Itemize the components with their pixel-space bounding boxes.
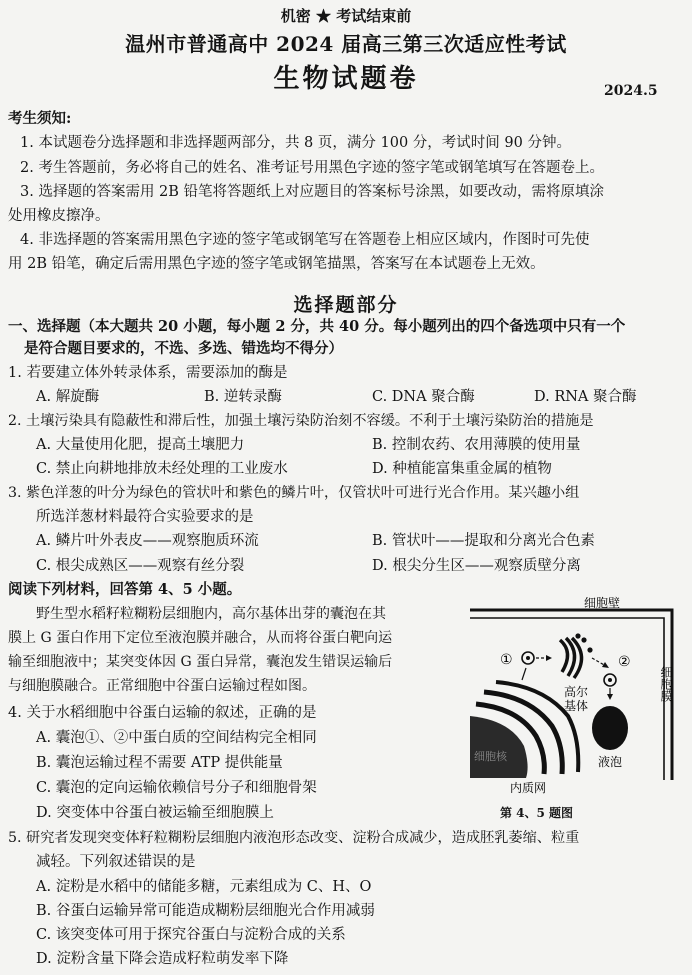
cell-membrane-label-1: 细胞膜 xyxy=(659,666,673,702)
exam-title: 温州市普通高中 2024 届高三第三次适应性考试 xyxy=(125,32,567,56)
question-1-stem: 1. 若要建立体外转录体系，需要添加的酶是 xyxy=(8,365,288,381)
q1-option-d: D. RNA 聚合酶 xyxy=(534,389,637,405)
arrowhead xyxy=(602,662,609,668)
notice-line: 2. 考生答题前，务必将自己的姓名、准考证号用黑色字迹的签字笔或钢笔填写在答题卷上。 xyxy=(20,160,604,176)
q1-option-c: C. DNA 聚合酶 xyxy=(372,389,475,405)
reading-line: 膜上 G 蛋白作用下定位至液泡膜并融合，从而将谷蛋白靶向运 xyxy=(8,630,393,646)
notice-heading: 考生须知: xyxy=(8,110,72,127)
q3-option-d: D. 根尖分生区——观察质壁分离 xyxy=(372,558,581,574)
q1-option-a: A. 解旋酶 xyxy=(36,389,100,405)
golgi-vesicle xyxy=(587,647,592,652)
question-2-stem: 2. 土壤污染具有隐蔽性和滞后性，加强土壤污染防治刻不容缓。不利于土壤污染防治的措施是 xyxy=(8,413,594,429)
notice-line: 3. 选择题的答案需用 2B 铅笔将答题纸上对应题目的答案标号涂黑，如要改动，需将原填涂 xyxy=(20,184,605,200)
q5-option-c: C. 该突变体可用于探究谷蛋白与淀粉合成的关系 xyxy=(36,927,346,943)
vacuole-shape xyxy=(592,706,628,750)
notice-line: 用 2B 铅笔，确定后需用黑色字迹的签字笔或钢笔描黑，答案写在本试题卷上无效。 xyxy=(8,256,545,272)
q4-option-c: C. 囊泡的定向运输依赖信号分子和细胞骨架 xyxy=(36,780,317,796)
q2-option-d: D. 种植能富集重金属的植物 xyxy=(372,461,552,477)
question-5-stem-cont: 减轻。下列叙述错误的是 xyxy=(36,854,196,870)
reading-line: 野生型水稻籽粒糊粉层细胞内，高尔基体出芽的囊泡在其 xyxy=(36,606,386,622)
arrowhead xyxy=(607,694,613,700)
question-4-stem: 4. 关于水稻细胞中谷蛋白运输的叙述，正确的是 xyxy=(8,705,317,721)
q2-option-a: A. 大量使用化肥，提高土壤肥力 xyxy=(36,437,245,453)
er-label: 内质网 xyxy=(510,781,547,795)
golgi-label-2: 基体 xyxy=(564,699,589,713)
q3-option-a: A. 鳞片叶外表皮——观察胞质环流 xyxy=(36,533,259,549)
notice-line: 处用橡皮擦净。 xyxy=(8,208,110,224)
q2-option-b: B. 控制农药、农用薄膜的使用量 xyxy=(372,437,581,453)
arrowhead xyxy=(546,655,552,661)
vacuole-label: 液泡 xyxy=(598,755,623,769)
vesicle-2-marker: ② xyxy=(618,654,631,670)
q4-option-a: A. 囊泡①、②中蛋白质的空间结构完全相同 xyxy=(36,730,317,746)
q5-option-a: A. 淀粉是水稻中的储能多糖，元素组成为 C、H、O xyxy=(36,879,372,895)
golgi-cisterna xyxy=(560,640,568,672)
golgi-label-1: 高尔 xyxy=(564,685,589,699)
q1-option-b: B. 逆转录酶 xyxy=(204,389,282,405)
question-5-stem: 5. 研究者发现突变体籽粒糊粉层细胞内液泡形态改变、淀粉合成减少，造成胚乳萎缩、粒重 xyxy=(8,830,580,846)
question-3-stem-cont: 所选洋葱材料最符合实验要求的是 xyxy=(36,509,254,525)
q4-option-b: B. 囊泡运输过程不需要 ATP 提供能量 xyxy=(36,755,283,771)
cell-wall-label: 细胞壁 xyxy=(584,596,621,610)
confidential-mark: 机密 ★ 考试结束前 xyxy=(280,7,412,25)
vesicle-2-cargo xyxy=(608,678,612,682)
section-title: 选择题部分 xyxy=(293,294,399,316)
instructions-line: 一、选择题（本大题共 20 小题，每小题 2 分，共 40 分。每小题列出的四个备选项中只有一个 xyxy=(8,318,626,335)
figure-caption: 第 4、5 题图 xyxy=(500,806,574,820)
vesicle-transport-figure xyxy=(466,596,684,796)
q5-option-d: D. 淀粉含量下降会造成籽粒萌发率下降 xyxy=(36,951,289,967)
nucleus-label: 细胞核 xyxy=(474,750,507,763)
vesicle-1-cargo xyxy=(526,656,530,660)
golgi-vesicle xyxy=(575,633,580,638)
vesicle-1-marker: ① xyxy=(500,652,513,668)
notice-line: 4. 非选择题的答案需用黑色字迹的签字笔或钢笔写在答题卷上相应区域内，作图时可先使 xyxy=(20,232,590,248)
q3-option-b: B. 管状叶——提取和分离光合色素 xyxy=(372,533,595,549)
reading-heading: 阅读下列材料，回答第 4、5 小题。 xyxy=(8,581,242,598)
reading-line: 与细胞膜融合。正常细胞中谷蛋白运输过程如图。 xyxy=(8,678,316,694)
question-3-stem: 3. 紫色洋葱的叶分为绿色的管状叶和紫色的鳞片叶，仅管状叶可进行光合作用。某兴趣小组 xyxy=(8,485,580,501)
q4-option-d: D. 突变体中谷蛋白被运输至细胞膜上 xyxy=(36,805,274,821)
paper-subject-title: 生物试题卷 xyxy=(273,64,419,94)
arrow-er-to-vesicle xyxy=(522,668,526,680)
golgi-vesicle xyxy=(581,637,586,642)
q3-option-c: C. 根尖成熟区——观察有丝分裂 xyxy=(36,558,245,574)
instructions-line: 是符合题目要求的，不选、多选、错选均不得分） xyxy=(24,340,343,357)
exam-date: 2024.5 xyxy=(604,83,658,99)
nucleus-shape xyxy=(470,716,528,778)
notice-line: 1. 本试题卷分选择题和非选择题两部分，共 8 页，满分 100 分，考试时间 90 分钟。 xyxy=(20,135,571,151)
reading-line: 输至细胞液中；某突变体因 G 蛋白异常，囊泡发生错误运输后 xyxy=(8,654,393,670)
q2-option-c: C. 禁止向耕地排放未经处理的工业废水 xyxy=(36,461,288,477)
q5-option-b: B. 谷蛋白运输异常可能造成糊粉层细胞光合作用减弱 xyxy=(36,903,375,919)
